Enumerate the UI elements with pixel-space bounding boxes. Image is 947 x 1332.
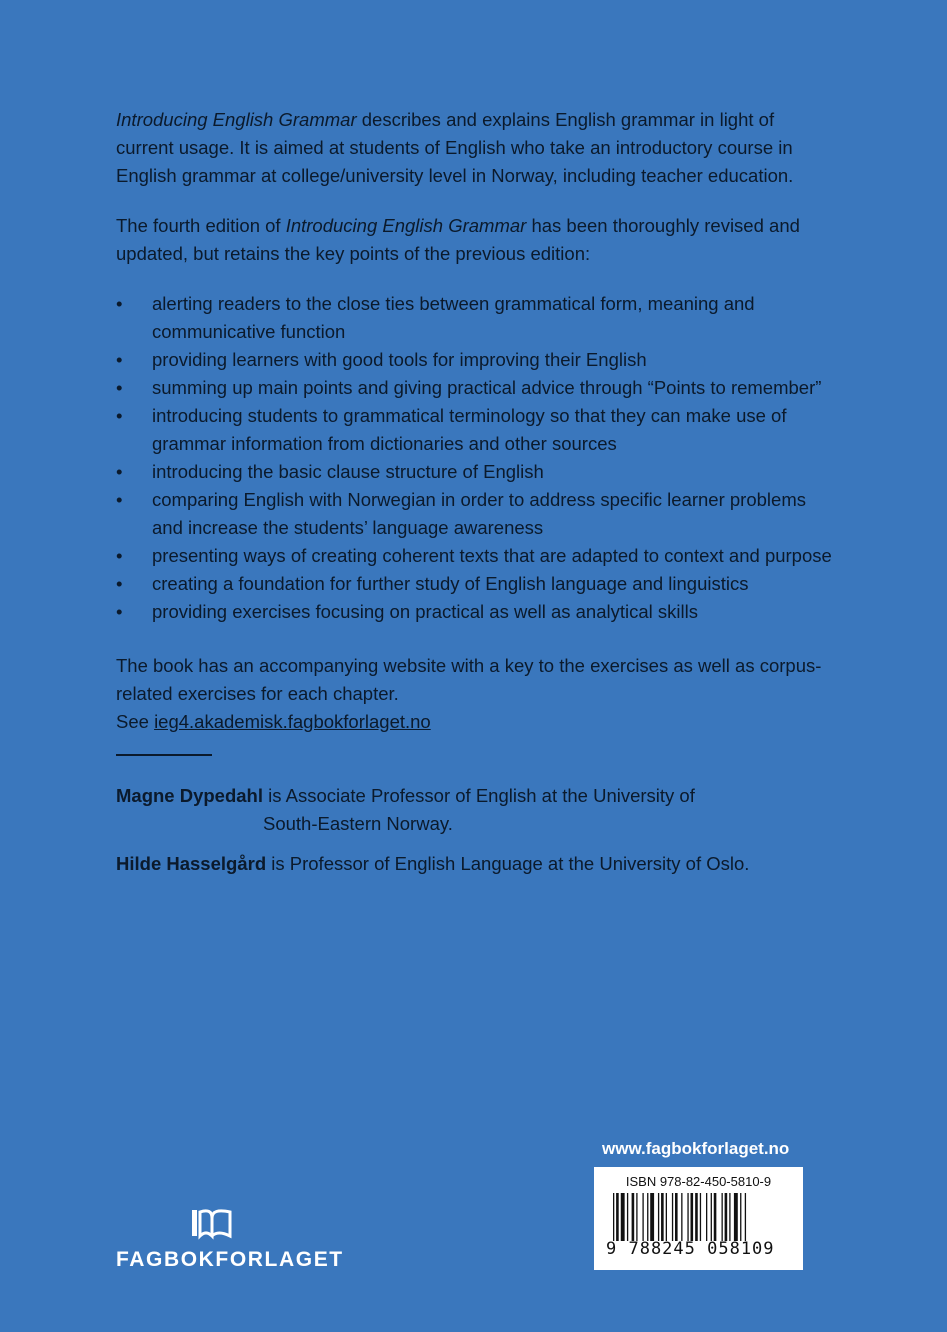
barcode-bar <box>621 1193 625 1241</box>
barcode-digits: 9 788245 058109 <box>606 1239 775 1259</box>
list-item: • summing up main points and giving practical advice through “Points to remember” <box>116 374 836 402</box>
barcode-bars <box>613 1193 787 1241</box>
publisher-url: www.fagbokforlaget.no <box>602 1139 790 1158</box>
barcode-bar <box>691 1193 694 1241</box>
barcode-bar <box>740 1193 741 1241</box>
barcode-bar <box>675 1193 678 1241</box>
list-item: • introducing students to grammatical terminology so that they can make use of grammar information from dictionaries and other sources <box>116 402 836 458</box>
barcode-bar <box>745 1193 746 1241</box>
barcode-bar <box>729 1193 730 1241</box>
author-bio <box>116 850 836 878</box>
barcode-bar <box>725 1193 728 1241</box>
author-bio-text: is Professor of English Language at the University of Oslo. <box>266 853 750 874</box>
author-bio <box>116 782 836 838</box>
isbn-barcode <box>594 1167 803 1270</box>
list-item: • creating a foundation for further study of English language and linguistics <box>116 570 836 598</box>
website-see: See <box>116 711 155 732</box>
barcode-bar <box>647 1193 648 1241</box>
barcode-bar <box>632 1193 635 1241</box>
barcode-bar <box>700 1193 701 1241</box>
barcode-bar <box>616 1193 619 1241</box>
list-item: • providing exercises focusing on practical as well as analytical skills <box>116 598 836 626</box>
barcode-bar <box>734 1193 738 1241</box>
barcode-bar <box>695 1193 698 1241</box>
barcode-bar <box>672 1193 673 1241</box>
publisher-name: FAGBOKFORLAGET <box>116 1248 344 1271</box>
author-name: Hilde Hasselgård <box>116 853 267 874</box>
barcode-bar <box>706 1193 707 1241</box>
barcode-bar <box>681 1193 682 1241</box>
list-item: • alerting readers to the close ties between grammatical form, meaning and communicative function <box>116 290 836 346</box>
isbn-number: ISBN 978-82-450-5810-9 <box>625 1174 772 1189</box>
edition-suffix: has been thoroughly revised and updated, but retains the key points of the previous edition: <box>116 215 800 264</box>
barcode-bar <box>722 1193 723 1241</box>
barcode-bar <box>661 1193 664 1241</box>
barcode-bar <box>650 1193 654 1241</box>
barcode-bar <box>613 1193 614 1241</box>
author-bio-text: is Associate Professor of English at the University of <box>263 785 695 806</box>
website-paragraph <box>116 652 836 736</box>
edition-paragraph <box>116 212 836 268</box>
list-item: • providing learners with good tools for improving their English <box>116 346 836 374</box>
barcode-bar <box>658 1193 659 1241</box>
barcode-bar <box>687 1193 688 1241</box>
barcode-bar <box>636 1193 637 1241</box>
barcode-bar <box>666 1193 667 1241</box>
list-item: • presenting ways of creating coherent texts that are adapted to context and purpose <box>116 542 836 570</box>
feature-list <box>116 290 836 626</box>
website-text: The book has an accompanying website with a key to the exercises as well as corpus-related exercises for each chapter. <box>116 655 822 704</box>
intro-text: describes and explains English grammar in light of current usage. It is aimed at students of English who take an introductory course in English grammar at college/university level in Norway, including teacher education. <box>116 109 794 186</box>
edition-prefix: The fourth edition of <box>116 215 286 236</box>
barcode-bar <box>642 1193 643 1241</box>
list-item: • comparing English with Norwegian in order to address specific learner problems and increase the students’ language awareness <box>116 486 836 542</box>
barcode-bar <box>627 1193 628 1241</box>
intro-paragraph <box>116 106 836 190</box>
open-book-icon <box>190 1208 232 1240</box>
website-link[interactable]: ieg4.akademisk.fagbokforlaget.no <box>154 711 431 732</box>
back-cover-content <box>116 106 836 878</box>
barcode-bar <box>714 1193 717 1241</box>
edition-title-italic: Introducing English Grammar <box>285 215 527 236</box>
barcode-bar <box>711 1193 712 1241</box>
author-bio-text-continued: South-Eastern Norway. <box>263 813 453 834</box>
divider <box>116 754 212 756</box>
list-item: • introducing the basic clause structure of English <box>116 458 836 486</box>
author-name: Magne Dypedahl <box>116 785 263 806</box>
book-title-italic: Introducing English Grammar <box>116 109 357 130</box>
